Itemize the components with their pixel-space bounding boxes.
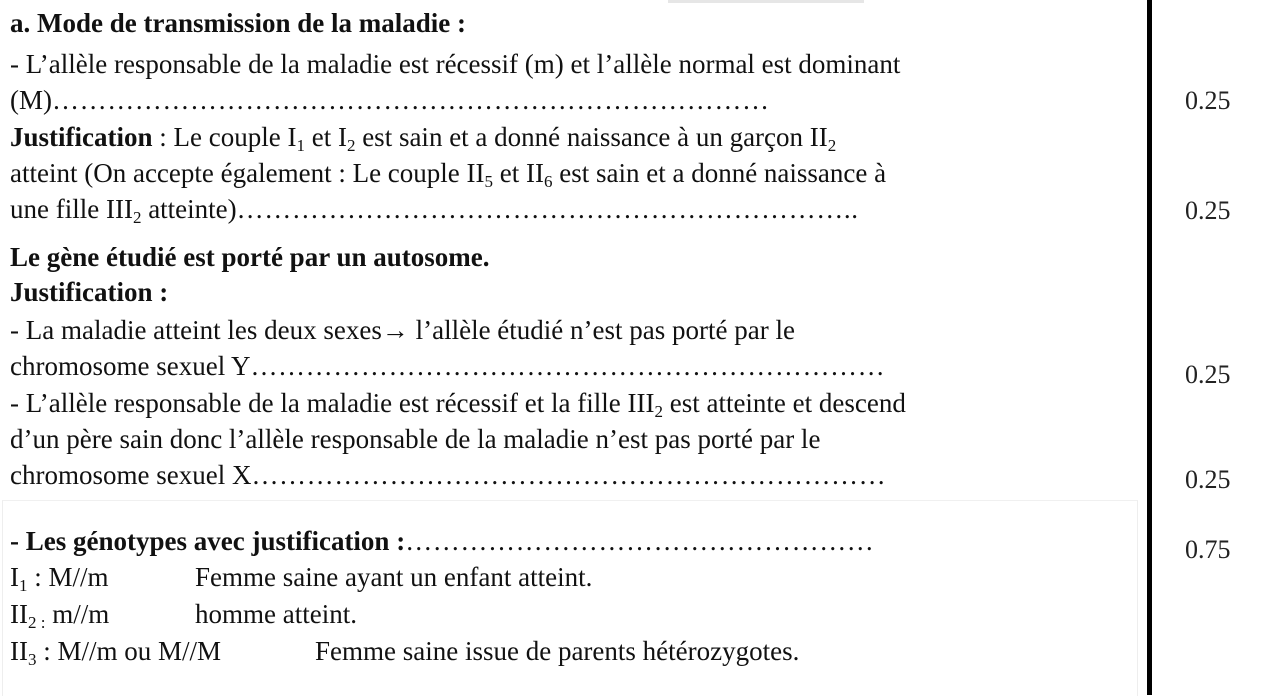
score-value: 0.75 xyxy=(1185,535,1231,564)
score-value: 0.25 xyxy=(1185,360,1231,389)
justification-line-3: une fille $III_2$ atteinte)………………………………………………………….. xyxy=(10,194,859,227)
recessive-statement: - L’allèle responsable de la maladie est récessif (m) et l’allèle normal est dominant xyxy=(10,49,901,79)
genotype-justification: Femme saine ayant un enfant atteint. xyxy=(195,562,593,592)
score-column-divider xyxy=(1147,0,1152,695)
score-value: 0.25 xyxy=(1185,465,1231,494)
recessive-statement-cont: (M)…………………………………………………………………… xyxy=(10,85,770,115)
scan-artifact-line xyxy=(668,0,864,3)
genotypes-heading: - Les génotypes avec justification :…………………………………………… xyxy=(10,526,875,556)
justification-line-2: atteint (On accepte également : Le couple $II_5$ et $II_6$ est sain et a donné naissance à xyxy=(10,158,887,191)
score-value: 0.25 xyxy=(1185,86,1231,115)
y-chromosome-line-2: chromosome sexuel Y…………………………………………………………… xyxy=(10,351,886,381)
genotype-row: $II_{2 :}$ m//m homme atteint. xyxy=(10,599,357,632)
score-value: 0.25 xyxy=(1185,196,1231,225)
x-chromosome-line-1: - L’allèle responsable de la maladie est récessif et la fille $III_2$ est atteinte et descend xyxy=(10,388,906,421)
x-chromosome-line-2: d’un père sain donc l’allèle responsable de la maladie n’est pas porté par le xyxy=(10,424,821,454)
section-title: a. Mode de transmission de la maladie : xyxy=(10,8,466,38)
justification-line-1: Justification : Le couple $I_1$ et $I_2$ est sain et a donné naissance à un garçon $II_2$ xyxy=(10,122,837,155)
genotype-justification: homme atteint. xyxy=(195,599,357,629)
justification-heading: Justification : xyxy=(10,277,169,307)
genotype-row: $II_3$ : M//m ou M//M Femme saine issue de parents hétérozygotes. xyxy=(10,636,800,669)
justification-label: Justification xyxy=(10,122,153,152)
y-chromosome-line-1: - La maladie atteint les deux sexes→ l’allèle étudié n’est pas porté par le xyxy=(10,315,795,345)
genotype-justification: Femme saine issue de parents hétérozygotes. xyxy=(315,636,800,666)
autosome-heading: Le gène étudié est porté par un autosome. xyxy=(10,242,490,272)
genotype-row: $I_1$ : M//m Femme saine ayant un enfant atteint. xyxy=(10,562,593,595)
x-chromosome-line-3: chromosome sexuel X…………………………………………………………… xyxy=(10,460,887,490)
